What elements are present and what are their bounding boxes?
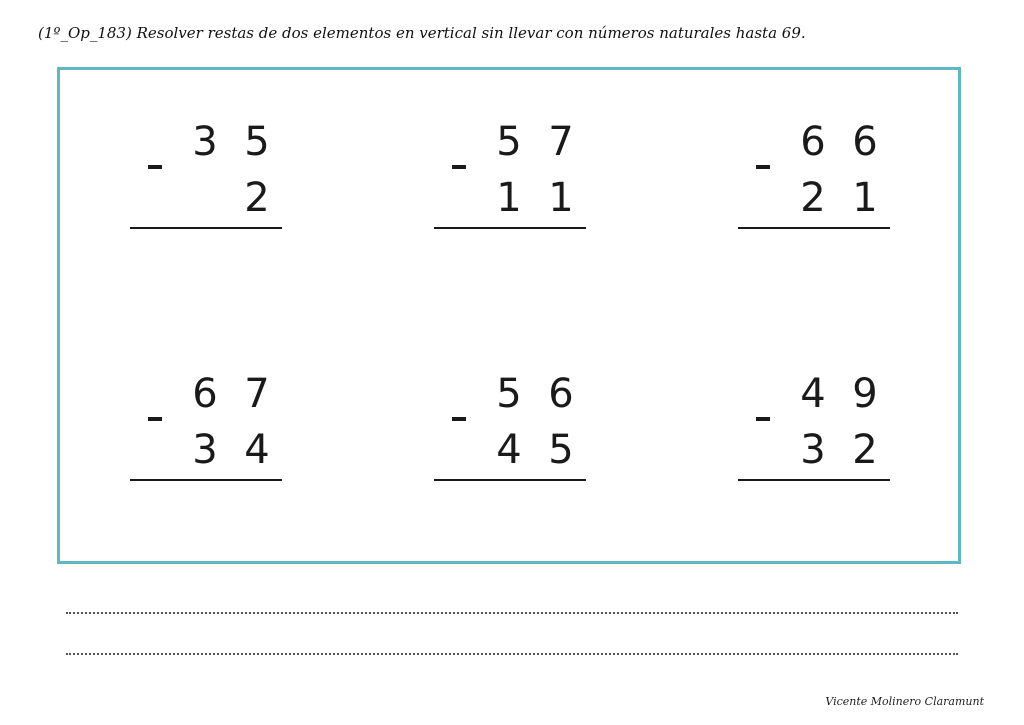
subtraction-2 [434, 118, 594, 238]
writing-line-2[interactable] [66, 653, 958, 655]
subtrahend-units: 1 [548, 175, 574, 221]
subtrahend-units: 2 [852, 427, 878, 473]
answer-line [738, 227, 890, 229]
subtraction-6 [738, 370, 898, 490]
subtrahend-tens: 2 [800, 175, 826, 221]
writing-line-1[interactable] [66, 612, 958, 614]
answer-line [434, 479, 586, 481]
minus-sign [756, 165, 770, 169]
answer-line [130, 227, 282, 229]
minus-sign [756, 417, 770, 421]
minuend-tens: 5 [496, 119, 522, 165]
subtrahend-tens: 3 [800, 427, 826, 473]
subtrahend-tens: 1 [496, 175, 522, 221]
minuend-tens: 6 [192, 371, 218, 417]
minuend-tens: 6 [800, 119, 826, 165]
minuend-units: 6 [548, 371, 574, 417]
minus-sign [148, 417, 162, 421]
minuend-units: 7 [244, 371, 270, 417]
answer-line [434, 227, 586, 229]
minuend-units: 7 [548, 119, 574, 165]
subtrahend-units: 2 [244, 175, 270, 221]
subtrahend-units: 1 [852, 175, 878, 221]
minus-sign [452, 417, 466, 421]
minuend-units: 6 [852, 119, 878, 165]
minus-sign [452, 165, 466, 169]
answer-line [738, 479, 890, 481]
minuend-tens: 3 [192, 119, 218, 165]
subtrahend-units: 5 [548, 427, 574, 473]
subtrahend-units: 4 [244, 427, 270, 473]
subtraction-5 [434, 370, 594, 490]
subtrahend-tens: 3 [192, 427, 218, 473]
subtraction-3 [738, 118, 898, 238]
subtraction-4 [130, 370, 290, 490]
minuend-units: 9 [852, 371, 878, 417]
answer-line [130, 479, 282, 481]
minuend-tens: 4 [800, 371, 826, 417]
minuend-tens: 5 [496, 371, 522, 417]
minuend-units: 5 [244, 119, 270, 165]
subtraction-1 [130, 118, 290, 238]
minus-sign [148, 165, 162, 169]
author-signature: Vicente Molinero Claramunt [825, 695, 984, 708]
subtrahend-tens: 4 [496, 427, 522, 473]
worksheet-title: (1º_Op_183) Resolver restas de dos elementos en vertical sin llevar con números naturales hasta 69. [38, 24, 806, 42]
